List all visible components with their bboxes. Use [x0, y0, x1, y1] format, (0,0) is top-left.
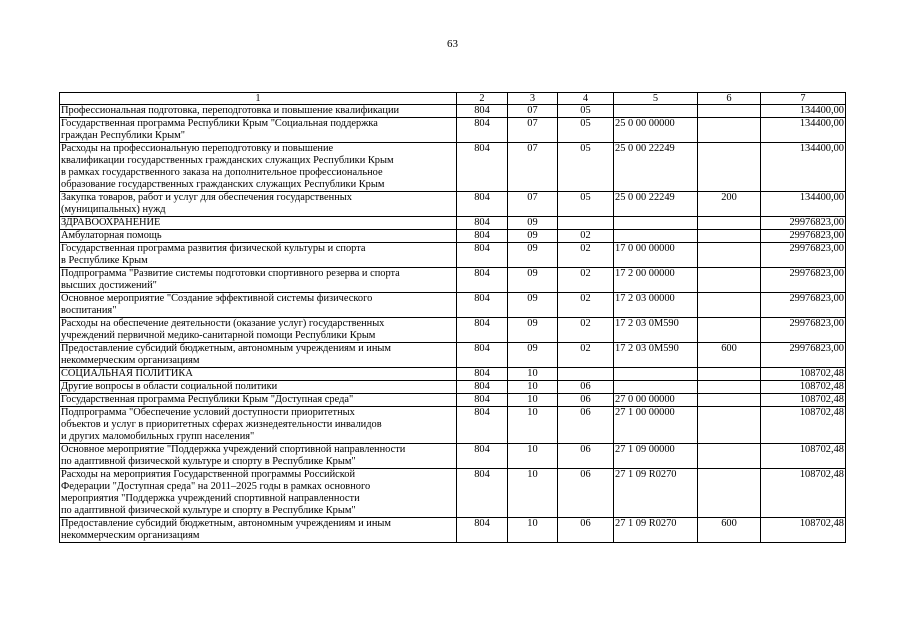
row-expense-type — [698, 318, 761, 343]
column-header: 2 — [457, 93, 508, 105]
row-section-code: 10 — [508, 407, 558, 444]
row-amount: 29976823,00 — [761, 243, 846, 268]
row-amount: 134400,00 — [761, 192, 846, 217]
row-expense-type — [698, 230, 761, 243]
table-row — [60, 118, 846, 143]
row-grbs-code: 804 — [457, 368, 508, 381]
row-target-article: 27 1 00 00000 — [614, 407, 698, 444]
row-amount: 29976823,00 — [761, 293, 846, 318]
row-target-article — [614, 368, 698, 381]
row-name: Предоставление субсидий бюджетным, автономным учреждениям и иным некоммерческим организациям — [60, 518, 457, 543]
row-subsection-code: 05 — [558, 143, 614, 192]
row-section-code: 07 — [508, 118, 558, 143]
row-expense-type — [698, 444, 761, 469]
table-row — [60, 293, 846, 318]
row-target-article: 25 0 00 22249 — [614, 143, 698, 192]
row-section-code: 10 — [508, 444, 558, 469]
row-subsection-code: 02 — [558, 343, 614, 368]
budget-table — [59, 92, 846, 543]
row-grbs-code: 804 — [457, 243, 508, 268]
row-amount: 29976823,00 — [761, 217, 846, 230]
row-target-article: 27 1 09 R0270 — [614, 518, 698, 543]
row-name: Амбулаторная помощь — [60, 230, 457, 243]
row-subsection-code — [558, 368, 614, 381]
row-name: Государственная программа Республики Крым "Социальная поддержка граждан Республики Крым" — [60, 118, 457, 143]
row-name: Основное мероприятие "Поддержка учреждений спортивной направленности по адаптивной физической культуре и спорту в Республике Крым" — [60, 444, 457, 469]
row-expense-type — [698, 293, 761, 318]
row-target-article: 25 0 00 00000 — [614, 118, 698, 143]
row-section-code: 09 — [508, 318, 558, 343]
column-header: 4 — [558, 93, 614, 105]
row-section-code: 10 — [508, 394, 558, 407]
row-section-code: 07 — [508, 192, 558, 217]
row-amount: 29976823,00 — [761, 343, 846, 368]
row-section-code: 09 — [508, 268, 558, 293]
row-grbs-code: 804 — [457, 230, 508, 243]
table-row — [60, 469, 846, 518]
row-grbs-code: 804 — [457, 469, 508, 518]
row-subsection-code: 02 — [558, 293, 614, 318]
row-subsection-code: 06 — [558, 407, 614, 444]
row-target-article: 25 0 00 22249 — [614, 192, 698, 217]
row-subsection-code: 06 — [558, 518, 614, 543]
row-target-article: 17 2 00 00000 — [614, 268, 698, 293]
row-expense-type — [698, 243, 761, 268]
row-subsection-code: 02 — [558, 268, 614, 293]
row-amount: 134400,00 — [761, 105, 846, 118]
row-name: Расходы на профессиональную переподготовку и повышение квалификации государственных гражданских служащих Республики Крым в рамках государственного заказа на дополнительное профессиональное образование государственных гражданских служащих Республики Крым — [60, 143, 457, 192]
row-grbs-code: 804 — [457, 444, 508, 469]
table-row — [60, 444, 846, 469]
row-target-article — [614, 217, 698, 230]
row-subsection-code: 06 — [558, 381, 614, 394]
row-target-article: 27 1 09 00000 — [614, 444, 698, 469]
row-target-article — [614, 381, 698, 394]
row-expense-type — [698, 268, 761, 293]
column-header: 7 — [761, 93, 846, 105]
row-subsection-code: 05 — [558, 192, 614, 217]
row-expense-type: 200 — [698, 192, 761, 217]
table-row — [60, 217, 846, 230]
row-expense-type — [698, 381, 761, 394]
table-row — [60, 381, 846, 394]
row-expense-type — [698, 407, 761, 444]
row-target-article: 17 2 03 0М590 — [614, 318, 698, 343]
table-row — [60, 143, 846, 192]
row-section-code: 10 — [508, 518, 558, 543]
row-section-code: 09 — [508, 243, 558, 268]
row-expense-type — [698, 394, 761, 407]
row-name: Закупка товаров, работ и услуг для обеспечения государственных (муниципальных) нужд — [60, 192, 457, 217]
row-expense-type — [698, 143, 761, 192]
row-grbs-code: 804 — [457, 343, 508, 368]
page-number: 63 — [447, 38, 458, 50]
column-header: 1 — [60, 93, 457, 105]
row-amount: 108702,48 — [761, 518, 846, 543]
row-grbs-code: 804 — [457, 518, 508, 543]
row-subsection-code: 06 — [558, 469, 614, 518]
row-amount: 29976823,00 — [761, 230, 846, 243]
row-subsection-code: 02 — [558, 230, 614, 243]
row-amount: 108702,48 — [761, 368, 846, 381]
row-amount: 29976823,00 — [761, 268, 846, 293]
row-expense-type — [698, 368, 761, 381]
row-section-code: 09 — [508, 230, 558, 243]
table-row — [60, 343, 846, 368]
row-name: Государственная программа развития физической культуры и спорта в Республике Крым — [60, 243, 457, 268]
row-amount: 134400,00 — [761, 143, 846, 192]
row-grbs-code: 804 — [457, 407, 508, 444]
row-target-article: 17 0 00 00000 — [614, 243, 698, 268]
row-grbs-code: 804 — [457, 318, 508, 343]
row-section-code: 09 — [508, 293, 558, 318]
column-header: 5 — [614, 93, 698, 105]
table-row — [60, 192, 846, 217]
row-grbs-code: 804 — [457, 293, 508, 318]
row-amount: 108702,48 — [761, 407, 846, 444]
row-subsection-code — [558, 217, 614, 230]
row-subsection-code: 02 — [558, 243, 614, 268]
row-name: Подпрограмма "Обеспечение условий доступности приоритетных объектов и услуг в приоритетных сферах жизнедеятельности инвалидов и других маломобильных групп населения" — [60, 407, 457, 444]
row-expense-type — [698, 469, 761, 518]
row-section-code: 10 — [508, 368, 558, 381]
row-expense-type: 600 — [698, 518, 761, 543]
row-amount: 108702,48 — [761, 469, 846, 518]
column-header: 3 — [508, 93, 558, 105]
table-row — [60, 518, 846, 543]
row-amount: 108702,48 — [761, 394, 846, 407]
header-row — [60, 93, 846, 105]
row-grbs-code: 804 — [457, 217, 508, 230]
row-section-code: 10 — [508, 469, 558, 518]
row-name: Другие вопросы в области социальной политики — [60, 381, 457, 394]
row-section-code: 09 — [508, 343, 558, 368]
row-name: Государственная программа Республики Крым "Доступная среда" — [60, 394, 457, 407]
table-row — [60, 105, 846, 118]
row-name: Предоставление субсидий бюджетным, автономным учреждениям и иным некоммерческим организациям — [60, 343, 457, 368]
row-target-article: 27 1 09 R0270 — [614, 469, 698, 518]
row-target-article: 17 2 03 00000 — [614, 293, 698, 318]
row-subsection-code: 05 — [558, 118, 614, 143]
row-grbs-code: 804 — [457, 118, 508, 143]
table-row — [60, 407, 846, 444]
row-expense-type: 600 — [698, 343, 761, 368]
row-subsection-code: 06 — [558, 394, 614, 407]
row-amount: 108702,48 — [761, 381, 846, 394]
row-name: Расходы на обеспечение деятельности (оказание услуг) государственных учреждений первичной медико-санитарной помощи Республики Крым — [60, 318, 457, 343]
row-section-code: 07 — [508, 105, 558, 118]
row-name: СОЦИАЛЬНАЯ ПОЛИТИКА — [60, 368, 457, 381]
row-expense-type — [698, 118, 761, 143]
table-row — [60, 318, 846, 343]
row-name: Расходы на мероприятия Государственной программы Российской Федерации "Доступная среда" на 2011–2025 годы в рамках основного мероприятия "Поддержка учреждений спортивной направленности по адаптивной физической культуре и спорту в Республике Крым" — [60, 469, 457, 518]
row-target-article — [614, 230, 698, 243]
row-expense-type — [698, 217, 761, 230]
row-name: ЗДРАВООХРАНЕНИЕ — [60, 217, 457, 230]
row-amount: 134400,00 — [761, 118, 846, 143]
row-target-article: 17 2 03 0М590 — [614, 343, 698, 368]
row-subsection-code: 02 — [558, 318, 614, 343]
row-grbs-code: 804 — [457, 394, 508, 407]
row-amount: 29976823,00 — [761, 318, 846, 343]
table-row — [60, 243, 846, 268]
row-section-code: 09 — [508, 217, 558, 230]
row-target-article: 27 0 00 00000 — [614, 394, 698, 407]
row-name: Основное мероприятие "Создание эффективной системы физического воспитания" — [60, 293, 457, 318]
row-section-code: 10 — [508, 381, 558, 394]
table-row — [60, 368, 846, 381]
column-header: 6 — [698, 93, 761, 105]
row-grbs-code: 804 — [457, 105, 508, 118]
table-row — [60, 230, 846, 243]
row-name: Подпрограмма "Развитие системы подготовки спортивного резерва и спорта высших достижений" — [60, 268, 457, 293]
row-grbs-code: 804 — [457, 268, 508, 293]
row-grbs-code: 804 — [457, 381, 508, 394]
row-expense-type — [698, 105, 761, 118]
row-grbs-code: 804 — [457, 143, 508, 192]
row-grbs-code: 804 — [457, 192, 508, 217]
row-name: Профессиональная подготовка, переподготовка и повышение квалификации — [60, 105, 457, 118]
row-amount: 108702,48 — [761, 444, 846, 469]
row-subsection-code: 05 — [558, 105, 614, 118]
row-section-code: 07 — [508, 143, 558, 192]
table-row — [60, 394, 846, 407]
row-target-article — [614, 105, 698, 118]
row-subsection-code: 06 — [558, 444, 614, 469]
table-row — [60, 268, 846, 293]
